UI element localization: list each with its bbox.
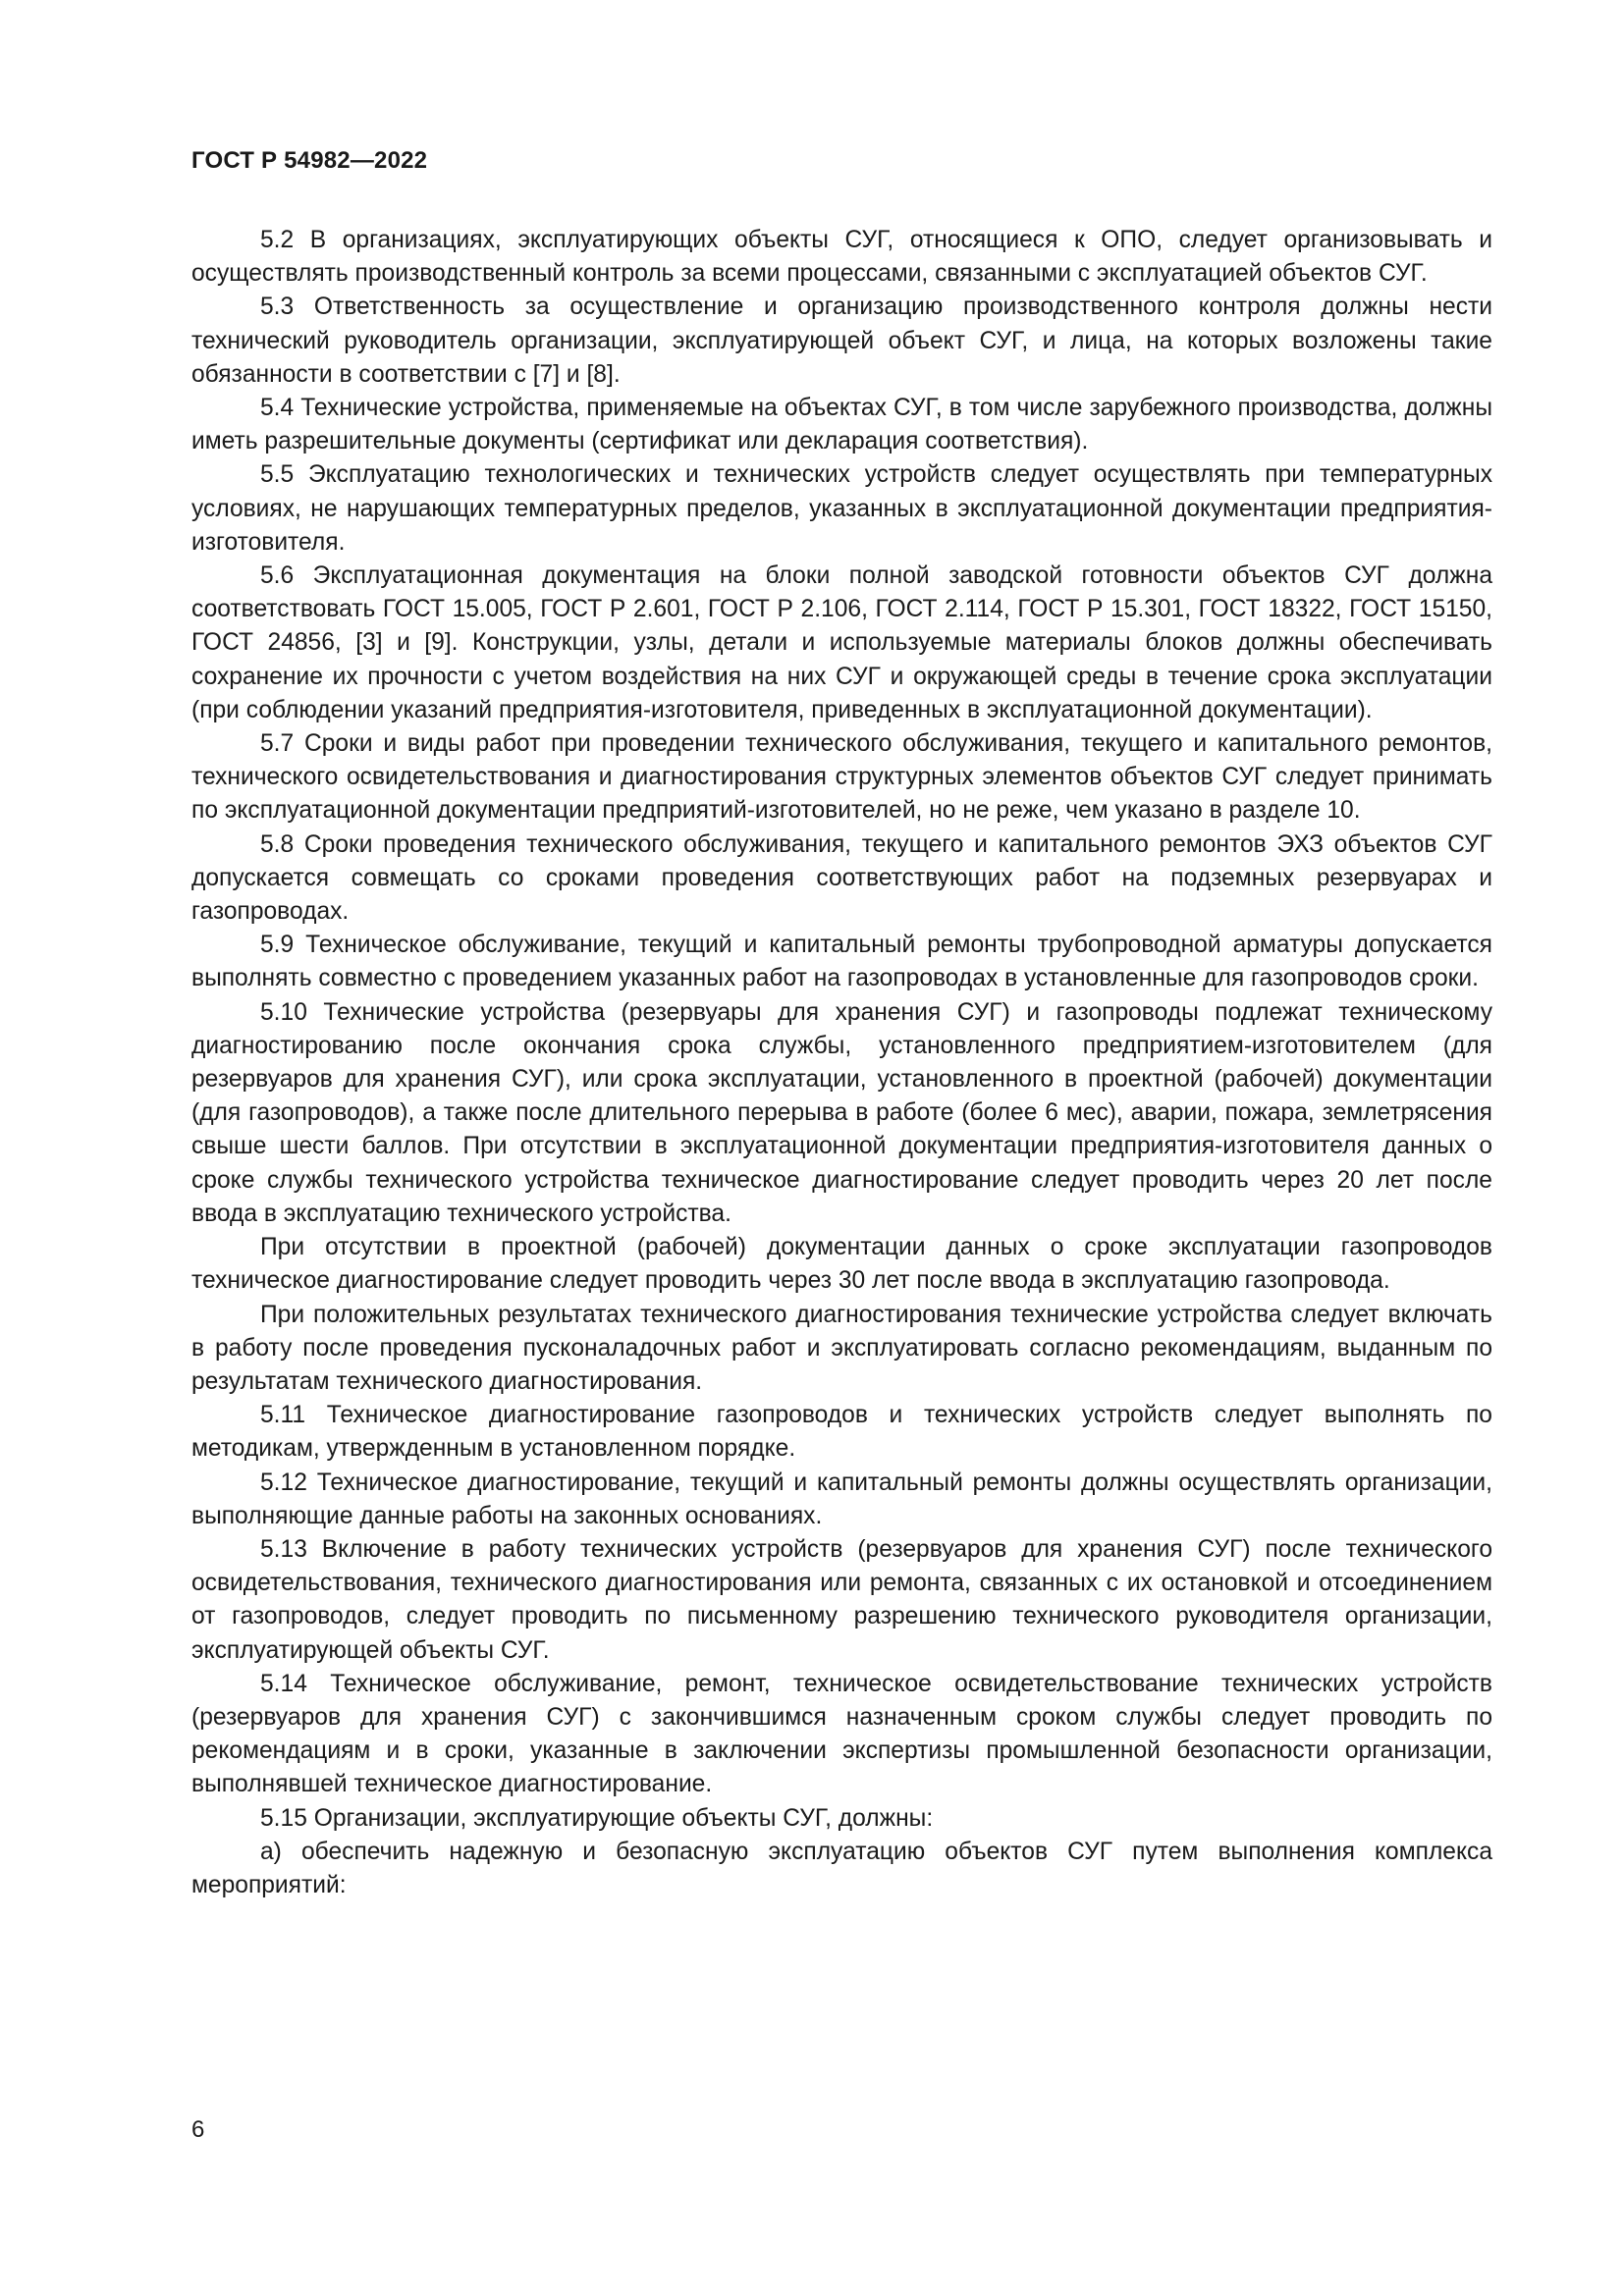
paragraph-5-2: 5.2 В организациях, эксплуатирующих объекты СУГ, относящиеся к ОПО, следует организовывать и осуществлять производственный контроль за всеми процессами, связанными с эксплуатацией объектов СУГ. (191, 227, 1492, 288)
paragraph-5-6: 5.6 Эксплуатационная документация на блоки полной заводской готовности объектов СУГ должна соответствовать ГОСТ 15.005, ГОСТ Р 2.601, ГОСТ Р 2.106, ГОСТ 2.114, ГОСТ Р 15.301, ГОСТ 18322, ГОСТ 15150, ГОСТ 24856, [3] и [9]. Конструкции, узлы, детали и используемые материалы блоков должны обеспечивать сохранение их прочности с учетом воздействия на них СУГ и окружающей среды в течение срока эксплуатации (при соблюдении указаний предприятия-изготовителя, приведенных в эксплуатационной документации). (191, 562, 1492, 723)
paragraph-5-15: 5.15 Организации, эксплуатирующие объекты СУГ, должны: (260, 1804, 934, 1832)
paragraph-5-10: 5.10 Технические устройства (резервуары для хранения СУГ) и газопроводы подлежат техническому диагностированию после окончания срока службы, установленного предприятием-изготовителем (для резервуаров для хранения СУГ), или срока эксплуатации, установленного в проектной (рабочей) документации (для газопроводов), а также после длительного перерыва в работе (более 6 мес), аварии, пожара, землетрясения свыше шести баллов. При отсутствии в эксплуатационной документации предприятия-изготовителя данных о сроке службы технического устройства техническое диагностирование следует проводить через 20 лет после ввода в эксплуатацию технического устройства. (191, 998, 1492, 1227)
list-item-a: а) обеспечить надежную и безопасную эксплуатацию объектов СУГ путем выполнения комплекса мероприятий: (191, 1838, 1492, 1898)
paragraph-5-8: 5.8 Сроки проведения технического обслуживания, текущего и капитального ремонтов ЭХЗ объектов СУГ допускается совмещать со сроками проведения соответствующих работ на подземных резервуарах и газопроводах. (191, 830, 1492, 926)
page-number: 6 (191, 2116, 205, 2143)
paragraph-5-5: 5.5 Эксплуатацию технологических и технических устройств следует осуществлять при температурных условиях, не нарушающих температурных пределов, указанных в эксплуатационной документации предприятия-изготовителя. (191, 461, 1492, 556)
paragraph-5-10-continued-1: При отсутствии в проектной (рабочей) документации данных о сроке эксплуатации газопроводов техническое диагностирование следует проводить через 30 лет после ввода в эксплуатацию газопровода. (191, 1234, 1492, 1295)
paragraph-5-11: 5.11 Техническое диагностирование газопроводов и технических устройств следует выполнять по методикам, утвержденным в установленном порядке. (191, 1402, 1492, 1463)
document-header: ГОСТ Р 54982—2022 (191, 147, 428, 174)
paragraph-5-9: 5.9 Техническое обслуживание, текущий и капитальный ремонты трубопроводной арматуры допускается выполнять совместно с проведением указанных работ на газопроводах в установленные для газопроводов сроки. (191, 932, 1492, 992)
paragraph-5-13: 5.13 Включение в работу технических устройств (резервуаров для хранения СУГ) после технического освидетельствования, технического диагностирования или ремонта, связанных с их остановкой и отсоединением от газопроводов, следует проводить по письменному разрешению технического руководителя организации, эксплуатирующей объекты СУГ. (191, 1535, 1492, 1664)
paragraph-5-14: 5.14 Техническое обслуживание, ремонт, техническое освидетельствование технических устройств (резервуаров для хранения СУГ) с закончившимся назначенным сроком службы следует проводить по рекомендациям и в сроки, указанные в заключении экспертизы промышленной безопасности организации, выполнявшей техническое диагностирование. (191, 1670, 1492, 1798)
paragraph-5-4: 5.4 Технические устройства, применяемые на объектах СУГ, в том числе зарубежного производства, должны иметь разрешительные документы (сертификат или декларация соответствия). (191, 395, 1492, 455)
paragraph-5-3: 5.3 Ответственность за осуществление и организацию производственного контроля должны нести технический руководитель организации, эксплуатирующей объект СУГ, и лица, на которых возложены такие обязанности в соответствии с [7] и [8]. (191, 294, 1492, 388)
paragraph-5-12: 5.12 Техническое диагностирование, текущий и капитальный ремонты должны осуществлять организации, выполняющие данные работы на законных основаниях. (191, 1468, 1492, 1529)
document-body (191, 224, 1492, 1902)
paragraph-5-10-continued-2: При положительных результатах технического диагностирования технические устройства следует включать в работу после проведения пусконаладочных работ и эксплуатировать согласно рекомендациям, выданным по результатам технического диагностирования. (191, 1301, 1492, 1395)
paragraph-5-7: 5.7 Сроки и виды работ при проведении технического обслуживания, текущего и капитального ремонтов, технического освидетельствования и диагностирования структурных элементов объектов СУГ следует принимать по эксплуатационной документации предприятий-изготовителей, но не реже, чем указано в разделе 10. (191, 730, 1492, 825)
